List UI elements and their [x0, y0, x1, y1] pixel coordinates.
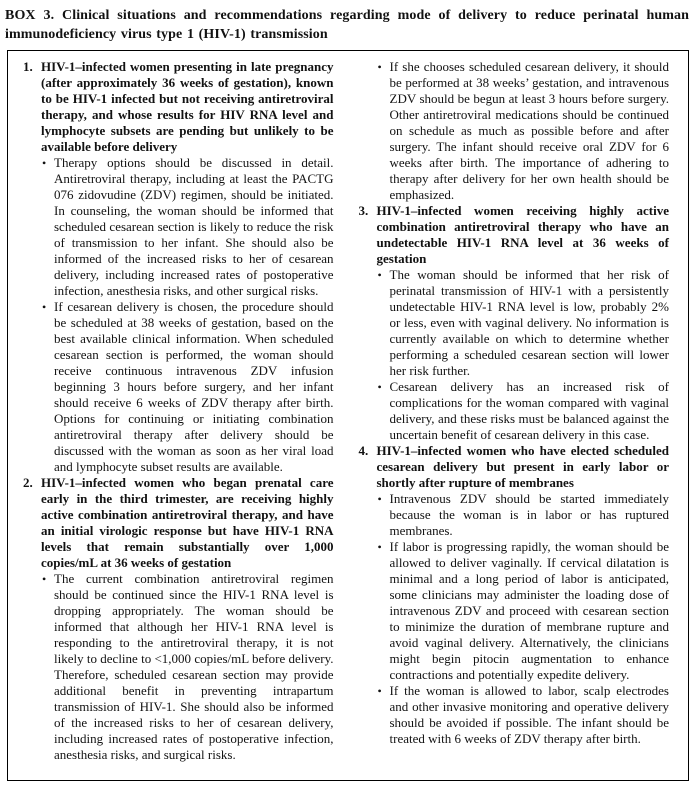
bullet-text: The woman should be informed that her risk of perinatal transmission of HIV-1 with a persistently undetectable HIV-1 RNA level is low, probably 2% or less, even with vaginal delivery. No information is currently available on which to determine whether performing a scheduled cesarean section will lower her risk further. — [389, 267, 669, 378]
bullet-point — [41, 299, 334, 475]
bullet-icon: • — [377, 60, 382, 74]
bullet-text: Cesarean delivery has an increased risk of complications for the woman compared with vaginal delivery, and these risks must be balanced against the uncertain benefit of cesarean delivery in this case. — [389, 379, 669, 442]
bullet-icon: • — [42, 155, 47, 170]
item-heading-text: HIV-1–infected women presenting in late pregnancy (after approximately 36 weeks of gestation), known to be HIV-1 infected but not receiving antiretroviral therapy, and whose results for HIV RNA level and lymphocyte subsets are pending but unlikely to be available before delivery — [41, 59, 334, 154]
bullet-icon: • — [42, 299, 47, 314]
recommendations-box — [7, 50, 689, 781]
two-column-content — [22, 59, 669, 763]
item-number: 2. — [23, 475, 33, 490]
bullet-point — [377, 379, 670, 443]
item-heading-text: HIV-1–infected women who have elected scheduled cesarean delivery but present in early labor or shortly after rupture of membranes — [376, 443, 669, 490]
page — [0, 7, 695, 807]
bullet-icon: • — [377, 539, 382, 554]
bullet-icon: • — [377, 683, 382, 698]
bullet-icon: • — [377, 267, 382, 282]
bullet-text: If she chooses scheduled cesarean delivery, it should be performed at 38 weeks’ gestation, and intravenous ZDV should be begun at least 3 hours before surgery. Other antiretroviral medications should be continued on schedule as much as possible before and after surgery. The infant should receive oral ZDV for 6 weeks after birth. The importance of adhering to therapy after delivery for her own health should be emphasized. — [389, 59, 669, 202]
bullet-point — [377, 683, 670, 747]
bullet-point — [377, 267, 670, 379]
item-heading — [22, 475, 334, 571]
bullet-point — [377, 491, 670, 539]
bullet-text: Therapy options should be discussed in detail. Antiretroviral therapy, including at least the PACTG 076 zidovudine (ZDV) regimen, should be initiated. In counseling, the woman should be informed that scheduled cesarean section is likely to reduce the risk of transmission to her infant. She should also be informed of the increased risks to her of cesarean delivery, including increased rates of postoperative infection, anesthesia risks, and other surgical risks. — [54, 155, 334, 298]
bullet-icon: • — [377, 379, 382, 394]
item-heading-text: HIV-1–infected women receiving highly active combination antiretroviral therapy who have an undetectable HIV-1 RNA level at 36 weeks of gestation — [376, 203, 669, 266]
item-number: 4. — [358, 443, 369, 458]
bullet-text: If labor is progressing rapidly, the woman should be allowed to deliver vaginally. If cervical dilatation is minimal and a long period of labor is anticipated, some clinicians may administer the loading dose of intravenous ZDV and proceed with cesarean section to minimize the duration of membrane rupture and avoid vaginal delivery. Alternatively, the clinicians might begin pitocin augmentation to enhance contractions and potentially expedite delivery. — [389, 539, 669, 682]
bullet-icon: • — [42, 571, 47, 586]
bullet-text: The current combination antiretroviral regimen should be continued since the HIV-1 RNA level is dropping appropriately. The woman should be informed that although her HIV-1 RNA level is responding to the antiretroviral therapy, it is not likely to decline to <1,000 copies/mL before delivery. Therefore, scheduled cesarean section may provide additional benefit in preventing intrapartum transmission of HIV-1. She should also be informed of the increased risks to her of cesarean delivery, including increased rates of postoperative infection, anesthesia risks, and surgical risks. — [54, 571, 334, 762]
item-heading — [358, 203, 670, 267]
recommendation-item — [22, 59, 334, 475]
bullet-point — [377, 539, 670, 683]
recommendation-item — [358, 203, 670, 443]
box-title: BOX 3. Clinical situations and recommendations regarding mode of delivery to reduce perinatal human immunodeficiency virus type 1 (HIV-1) transmission — [5, 8, 689, 42]
item-number: 1. — [23, 59, 33, 74]
item-heading — [358, 443, 670, 491]
item-heading — [22, 59, 334, 155]
recommendation-item — [358, 443, 670, 747]
item-number: 3. — [358, 203, 369, 218]
bullet-point — [41, 155, 334, 299]
bullet-text: Intravenous ZDV should be started immediately because the woman is in labor or has ruptured membranes. — [389, 491, 669, 538]
bullet-text: If cesarean delivery is chosen, the procedure should be scheduled at 38 weeks of gestation, based on the best available clinical information. When scheduled cesarean section is performed, the woman should receive continuous intravenous ZDV infusion beginning 3 hours before surgery, and her infant should receive 6 weeks of ZDV therapy after birth. Options for continuing or initiating combination antiretroviral therapy after delivery should be discussed with the woman as soon as her viral load and lymphocyte subset results are available. — [54, 299, 334, 474]
bullet-point — [41, 571, 334, 763]
bullet-text: If the woman is allowed to labor, scalp electrodes and other invasive monitoring and operative delivery should be avoided if possible. The infant should be treated with 6 weeks of ZDV therapy after birth. — [389, 683, 669, 746]
bullet-point — [377, 59, 670, 203]
bullet-icon: • — [377, 491, 382, 506]
item-heading-text: HIV-1–infected women who began prenatal care early in the third trimester, are receiving highly active combination antiretroviral therapy, and have an initial virologic response but have HIV-1 RNA levels that remain substantially over 1,000 copies/mL at 36 weeks of gestation — [41, 475, 334, 570]
